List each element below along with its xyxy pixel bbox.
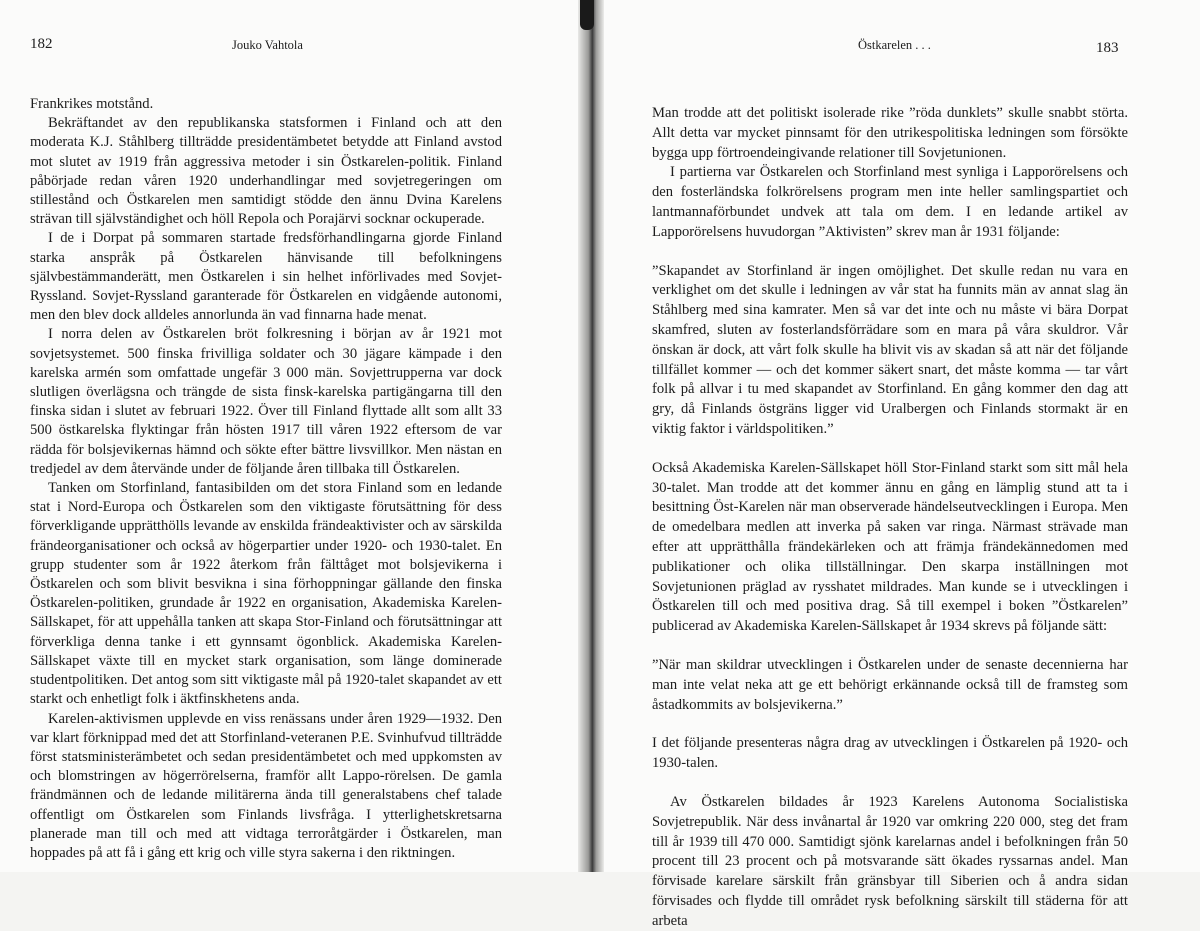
page-number: 182 [30, 36, 53, 52]
left-page-body [30, 95, 502, 863]
running-head: Jouko Vahtola [232, 38, 303, 52]
running-head: Östkarelen . . . [858, 38, 931, 52]
right-page-body [652, 104, 1128, 931]
paragraph: Också Akademiska Karelen-Sällskapet höll Stor-Finland starkt som sitt mål hela 30-talet. Man trodde att det kommer ännu en gång en lämplig stund att ta i besittning Öst-Karelen när man observerade händelseutvecklingen i Europa. Men de omedelbara medlen att inverka på saken var ringa. Närmast strävade man efter att upprätthålla frändekärleken och att främja frändekännedomen med publikationer och olika tillställningar. Den skarpa inställningen mot Sovjetunionen präglad av rysshatet mildrades. Man kunde se i utvecklingen i Östkarelen till och med positiva drag. Så till exempel i boken ”Östkarelen” publicerad av Akademiska Karelen-Sällskapet år 1934 skrevs på följande sätt: [652, 459, 1128, 635]
book-gutter [578, 0, 604, 872]
paragraph: Man trodde att det politiskt isolerade rike ”röda dunklets” skulle snabbt störta. Allt detta var mycket pinnsamt för den utrikespolitiska ledningen som försökte bygga upp förtroendeingivande relationer till Sovjetunionen. [652, 105, 1128, 161]
binding-shadow [580, 0, 594, 30]
paragraph: Frankrikes motstånd. [30, 96, 154, 112]
paragraph: Tanken om Storfinland, fantasibilden om det stora Finland som en ledande stat i Nord-Europa och Östkarelen som den viktigaste förutsättning för dess förverkligande upprätthölls levande av enskilda frändeaktivister och av särskilda frändeorganisationer och också av högerpartier under 1920- och 1930-talet. En grupp studenter som år 1922 återkom från fälttåget mot bolsjevikerna i Östkarelen och som blivit besvikna i sina förhoppningar gällande den finska Östkarelen-politiken, grundade år 1922 en organisation, Akademiska Karelen-Sällskapet, för att uppehålla tanken att skapa Stor-Finland och förutsättningar att förverkliga denna tanke i ett gynnsamt ögonblick. Akademiska Karelen-Sällskapet växte till en mycket stark organisation, som länge dominerade studentpolitiken. Det antog som sitt viktigaste mål på 1920-talet skapandet av ett starkt och enhetligt folk i äktfinskhetens anda. [30, 480, 502, 708]
left-page [0, 0, 590, 872]
page-number: 183 [1096, 40, 1119, 56]
paragraph: I det följande presenteras några drag av utvecklingen i Östkarelen på 1920- och 1930-talen. [652, 735, 1128, 772]
block-quote: ”När man skildrar utvecklingen i Östkarelen under de senaste decennierna har man inte velat neka att ge ett behörigt erkännande också till de framsteg som åstadkommits av bolsjevikerna.” [652, 656, 1128, 713]
paragraph: Karelen-aktivismen upplevde en viss renässans under åren 1929—1932. Den var klart förknippad med det att Storfinland-veteranen P.E. Svinhufvud tillträdde först statsministerämbetet och sedan presidentämbetet och med uppkomsten av och blomstringen av högerrörelserna, framför allt Lappo-rörelsen. De gamla frändmännen och de ledande militärerna ända till generalstabens chef talade offentligt om Östkarelen som Finlands livsfråga. I ytterlighetskretsarna planerade man till och med att vidtaga terroråtgärder i Östkarelen, man hoppades på att få i gång ett krig och ville styra sakerna i den riktningen. [30, 710, 502, 861]
right-page [598, 0, 1200, 929]
paragraph: I norra delen av Östkarelen bröt folkresning i början av år 1921 mot sovjetsystemet. 500 finska frivilliga soldater och 30 jägare kämpade i den karelska armén som omfattade ungefär 3 000 män. Sovjettrupperna var dock slutligen överlägsna och trängde de sista finsk-karelska partigängarna till den finska sidan i slutet av februari 1922. Över till Finland flyttade allt som allt 33 500 östkarelska flyktingar från hösten 1917 till våren 1922 eftersom de var rädda för bolsjevikernas hämnd och sökte efter bättre livsvillkor. Men nästan en tredjedel av dem återvände under de följande åren tillbaka till Östkarelen. [30, 326, 502, 477]
paragraph: I partierna var Östkarelen och Storfinland mest synliga i Lapporörelsens och den fosterländska folkrörelsens program men inte heller samlingspartiet och lantmannaförbundet undvek att tala om dem. I en ledande artikel av Lapporörelsens huvudorgan ”Aktivisten” skrev man år 1931 följande: [652, 164, 1128, 240]
block-quote: ”Skapandet av Storfinland är ingen omöjlighet. Det skulle redan nu vara en verklighet om det skulle i ledningen av vår stat ha funnits män av annat slag än Ståhlberg med sina kamrater. Men så var det inte och nu måste vi bära Dorpat skamfred, sluten av fosterlandsförrädare som en mara på våra skuldror. Vår önskan är dock, att vårt folk skulle ha blivit vis av skadan så att när det följande tillfället kommer — och det kommer säkert snart, det måste komma — tar vårt folk på allvar i tu med skapandet av Storfinland. En gång kommer den dag att gry, då Finlands östgräns ligger vid Uralbergen och Finlands stormakt är en viktig faktor i världspolitiken.” [652, 262, 1128, 437]
paragraph: I de i Dorpat på sommaren startade fredsförhandlingarna gjorde Finland starka anspråk på Östkarelen hänvisande till befolkningens självbestämmanderätt, men Östkarelen i sin helhet införlivades med Sovjet-Ryssland. Sovjet-Ryssland garanterade för Östkarelen en vidgående autonomi, men den blev dock alldeles annorlunda än vad finnarna hade menat. [30, 230, 502, 324]
paragraph: Av Östkarelen bildades år 1923 Karelens Autonoma Socialistiska Sovjetrepublik. När dess invånartal år 1920 var omkring 220 000, steg det fram till år 1939 till 470 000. Samtidigt sjönk karelarnas andel i befolkningen från 50 procent till 23 procent och på motsvarande sätt ökades ryssarnas andel. Man förvisade karelare särskilt från gränsbyar till Siberien och å andra sidan förvisades och flydde till området rysk befolkning särskilt till städerna för att arbeta [652, 793, 1128, 929]
paragraph: Bekräftandet av den republikanska statsformen i Finland och att den moderata K.J. Ståhlberg tillträdde presidentämbetet betydde att Finland avstod mot slutet av 1919 från aggressiva metoder i sin Östkarelen-politik. Finland påbörjade redan våren 1920 underhandlingar med sovjetregeringen om stillestånd och Östkarelen men samtidigt stödde den ännu Dvina Karelens strävan till självständighet och höll Repola och Porajärvi socknar ockuperade. [30, 115, 502, 228]
